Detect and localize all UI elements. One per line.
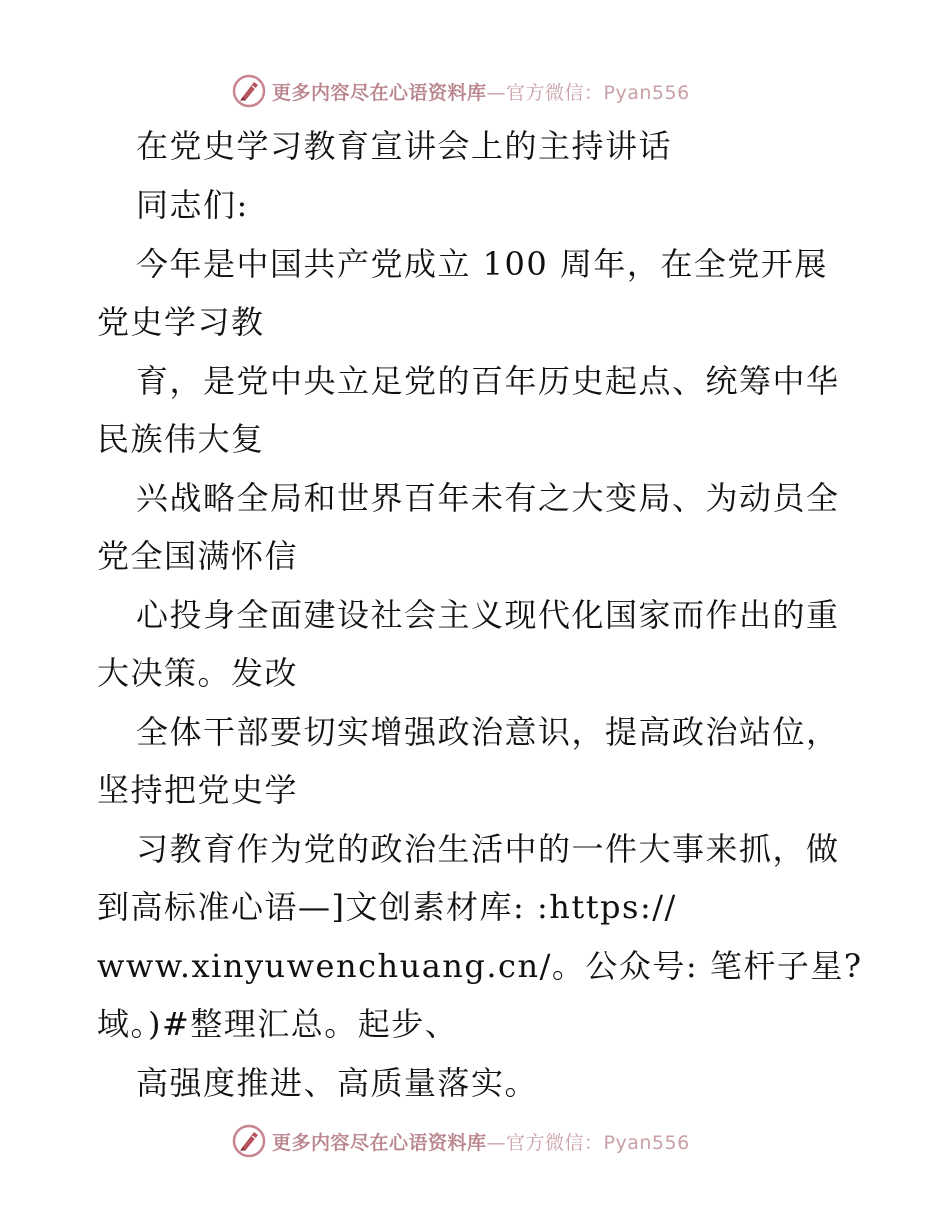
watermark-brand: 更多内容尽在心语资料库 — [272, 1131, 487, 1154]
salutation: 同志们: — [136, 186, 249, 224]
paragraph-line: 兴战略全局和世界百年未有之大变局、为动员全 — [136, 479, 840, 517]
paragraph-line: 到高标准心语—]文创素材库: :https:// — [97, 888, 677, 926]
paragraph-line: 党史学习教 — [97, 303, 265, 341]
watermark-account: Pyan556 — [603, 81, 690, 104]
watermark-official: 官方微信： — [506, 81, 604, 104]
paragraph-line: 今年是中国共产党成立 100 周年，在全党开展 — [136, 245, 828, 283]
paragraph-line: 坚持把党史学 — [97, 771, 299, 809]
paragraph-line: 党全国满怀信 — [97, 537, 299, 575]
footer-watermark — [232, 1121, 690, 1161]
paragraph-line: 高强度推进、高质量落实。 — [136, 1064, 539, 1102]
watermark-account: Pyan556 — [603, 1131, 690, 1154]
document-title: 在党史学习教育宣讲会上的主持讲话 — [136, 127, 673, 165]
paragraph-line: www.xinyuwenchuang.cn/。公众号: 笔杆子星? — [97, 947, 863, 985]
watermark-brand: 更多内容尽在心语资料库 — [272, 81, 487, 104]
paragraph-line: 育，是党中央立足党的百年历史起点、统筹中华 — [136, 362, 840, 400]
paragraph-line: 全体干部要切实增强政治意识，提高政治站位， — [136, 713, 840, 751]
header-watermark — [232, 71, 690, 111]
watermark-separator: — — [486, 1131, 507, 1154]
watermark-separator: — — [486, 81, 507, 104]
quill-pen-icon — [232, 74, 266, 108]
watermark-official: 官方微信： — [506, 1131, 604, 1154]
paragraph-line: 习教育作为党的政治生活中的一件大事来抓，做 — [136, 830, 840, 868]
quill-pen-icon — [232, 1124, 266, 1158]
paragraph-line: 民族伟大复 — [97, 420, 265, 458]
paragraph-line: 大决策。发改 — [97, 654, 299, 692]
paragraph-line: 心投身全面建设社会主义现代化国家而作出的重 — [136, 596, 840, 634]
paragraph-line: 域。)#整理汇总。起步、 — [97, 1005, 459, 1043]
